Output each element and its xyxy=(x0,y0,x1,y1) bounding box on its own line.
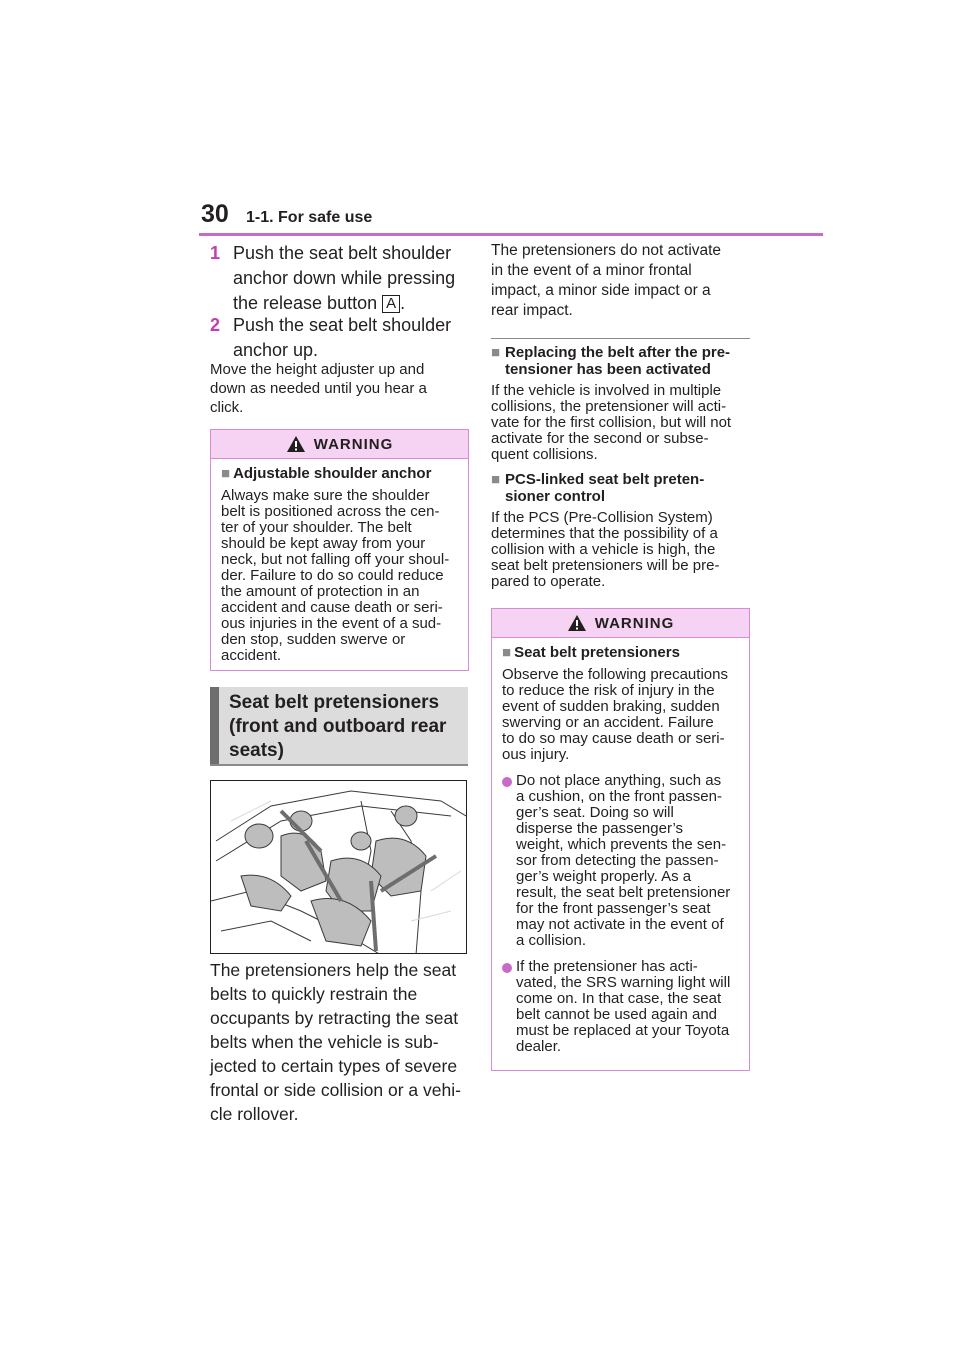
intro-text: The pretensioners do not activate in the event of a minor frontal impact, a minor side impact or a rear impact. xyxy=(491,242,722,319)
warning-header xyxy=(211,430,468,459)
warning-subheading: ■ Adjustable shoulder anchor xyxy=(221,465,432,482)
warning-box-pretensioners xyxy=(491,608,750,1071)
subsection-heading: ■ PCS-linked seat belt preten- sioner control xyxy=(491,471,705,505)
section-heading-pretensioners: Seat belt pretensioners (front and outboard rear seats) xyxy=(210,687,468,766)
adjuster-note: Move the height adjuster up and down as needed until you hear a click. xyxy=(210,361,427,416)
square-bullet-icon: ■ xyxy=(502,644,512,661)
divider xyxy=(491,338,750,339)
step-2: 2 Push the seat belt shoulder anchor up. xyxy=(210,315,452,360)
section-title: 1-1. For safe use xyxy=(246,209,373,226)
warning-triangle-icon xyxy=(286,435,306,453)
square-bullet-icon: ■ xyxy=(221,465,231,482)
warning-title: WARNING xyxy=(313,435,394,453)
square-bullet-icon: ■ xyxy=(491,344,501,361)
step-number: 2 xyxy=(210,315,221,335)
step-number: 1 xyxy=(210,243,221,263)
pretensioner-description: The pretensioners help the seat belts to quickly restrain the occupants by retracting the seat belts when the vehicle is sub- jected to certain types of severe frontal or side collision or a vehi- cle rollover. xyxy=(210,960,461,1124)
page-number: 30 xyxy=(201,200,229,228)
round-bullet-icon xyxy=(502,777,512,787)
subsection-replacing-belt: ■ Replacing the belt after the pre- tensioner has been activated If the vehicle is involved in multiple collisions, the pretensioner will acti- vate for the first collision, but will not activate for the second or subse- quent collisions. xyxy=(491,344,753,463)
warning-text: Observe the following precautions to reduce the risk of injury in the event of sudden braking, sudden swerving or an accident. Failure to do so may cause death or seri- ous injury. xyxy=(502,666,728,763)
warning-bullet: Do not place anything, such as a cushion, on the front passen- ger’s seat. Doing so will disperse the passenger’s weight, which prevents the sen- sor from detecting the passen- ger’s weight properly. As a result, the seat belt pretensioner for the front passenger’s seat may not activate in the event of a collision. xyxy=(502,773,739,949)
square-bullet-icon: ■ xyxy=(491,471,501,488)
subsection-heading: ■ Replacing the belt after the pre- tensioner has been activated xyxy=(491,344,731,378)
seat-belt-pretensioner-illustration xyxy=(210,780,467,954)
warning-header xyxy=(492,609,749,638)
warning-box-shoulder-anchor xyxy=(210,429,469,671)
warning-title: WARNING xyxy=(594,614,675,632)
warning-bullet: If the pretensioner has acti- vated, the SRS warning light will come on. In that case, the seat belt cannot be used again and must be replaced at your Toyota dealer. xyxy=(502,959,739,1055)
warning-subheading: ■ Seat belt pretensioners xyxy=(502,644,680,661)
callout-label-a: A xyxy=(382,295,400,313)
header-rule xyxy=(199,233,823,236)
step-1: 1 Push the seat belt shoulder anchor down while pressing the release button A . xyxy=(210,243,456,313)
round-bullet-icon xyxy=(502,963,512,973)
subsection-pcs-linked: ■ PCS-linked seat belt preten- sioner control If the PCS (Pre-Collision System) determines that the possibility of a collision with a vehicle is high, the seat belt pretensioners will be pre- pared to operate. xyxy=(491,471,753,590)
warning-text: Always make sure the shoulder belt is positioned across the cen- ter of your shoulder. The belt should be kept away from your neck, but not falling off your shoul- der. Failure to do so could reduce the amount of protection in an accident and cause death or seri- ous injuries in the event of a sud- den stop, sudden swerve or accident. xyxy=(221,487,450,664)
warning-triangle-icon xyxy=(567,614,587,632)
